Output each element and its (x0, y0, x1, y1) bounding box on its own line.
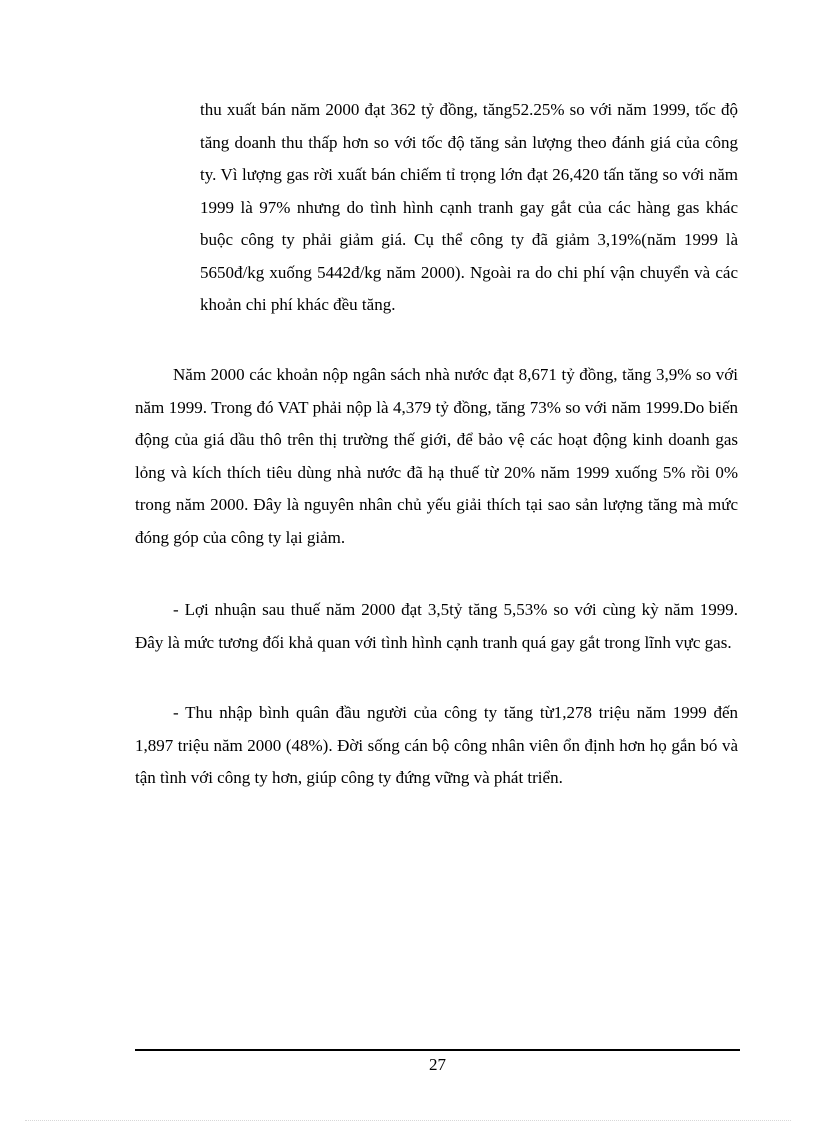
page-bottom-dotted-edge (25, 1120, 791, 1121)
paragraph-average-income: - Thu nhập bình quân đầu người của công ty tăng từ1,278 triệu năm 1999 đến 1,897 triệu năm 2000 (48%). Đời sống cán bộ công nhân viên ổn định hơn họ gắn bó và tận tình với công ty hơn, giúp công ty đứng vững và phát triển. (135, 703, 738, 787)
footer-divider (135, 1049, 740, 1051)
paragraph-budget-contribution: Năm 2000 các khoản nộp ngân sách nhà nước đạt 8,671 tỷ đồng, tăng 3,9% so với năm 1999. Trong đó VAT phải nộp là 4,379 tỷ đồng, tăng 73% so với năm 1999.Do biến động của giá dầu thô trên thị trường thế giới, để bảo vệ các hoạt động kinh doanh gas lỏng và kích thích tiêu dùng nhà nước đã hạ thuế từ 20% năm 1999 xuống 5% rồi 0% trong năm 2000. Đây là nguyên nhân chủ yếu giải thích tại sao sản lượng tăng mà mức đóng góp của công ty lại giảm. (135, 365, 738, 547)
paragraph-after-tax-profit: - Lợi nhuận sau thuế năm 2000 đạt 3,5tỷ tăng 5,53% so với cùng kỳ năm 1999. Đây là mức tương đối khả quan với tình hình cạnh tranh quá gay gắt trong lĩnh vực gas. (135, 600, 738, 652)
page-number: 27 (429, 1055, 446, 1074)
indented-paragraph-revenue: thu xuất bán năm 2000 đạt 362 tỷ đồng, tăng52.25% so với năm 1999, tốc độ tăng doanh thu thấp hơn so với tốc độ tăng sản lượng theo đánh giá của công ty. Vì lượng gas rời xuất bán chiếm tỉ trọng lớn đạt 26,420 tấn tăng so với năm 1999 là 97% nhưng do tình hình cạnh tranh gay gắt của các hàng gas khác buộc công ty phải giảm giá. Cụ thể công ty đã giảm 3,19%(năm 1999 là 5650đ/kg xuống 5442đ/kg năm 2000). Ngoài ra do chi phí vận chuyển và các khoản chi phí khác đều tăng. (200, 100, 738, 314)
